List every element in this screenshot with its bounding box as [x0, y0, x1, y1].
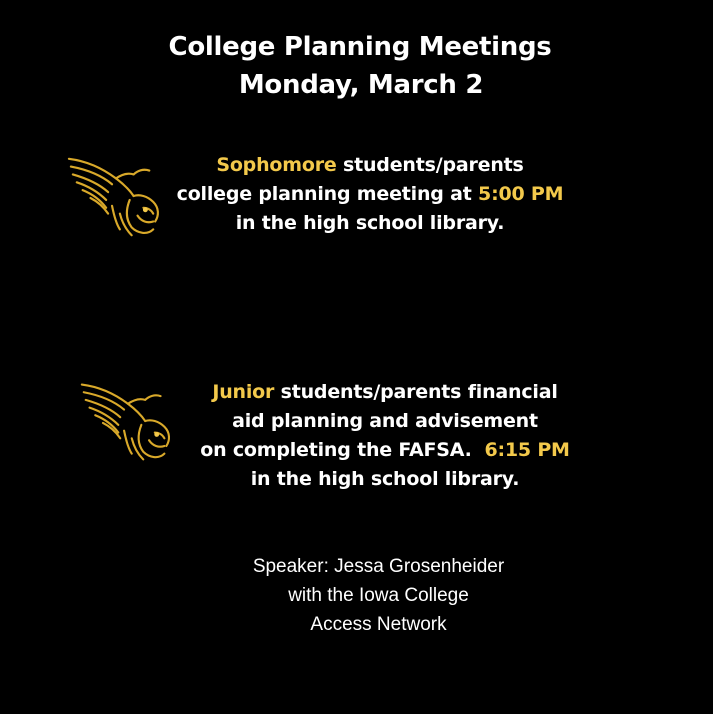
junior-line-3: [160, 436, 610, 465]
title-line-1: College Planning Meetings: [168, 32, 552, 62]
junior-highlight: Junior: [212, 381, 275, 403]
sophomore-line-2-text: college planning meeting at: [176, 183, 479, 205]
sophomore-highlight: Sophomore: [216, 154, 337, 176]
junior-meeting-text: [160, 378, 610, 494]
speaker-line-3: Access Network: [310, 614, 447, 635]
title-line-2: Monday, March 2: [238, 70, 484, 100]
sophomore-line-3: in the high school library.: [235, 212, 505, 234]
junior-line-1-rest: students/parents financial: [274, 381, 558, 403]
sophomore-line-1-rest: students/parents: [336, 154, 524, 176]
speaker-line-1: Speaker: Jessa Grosenheider: [252, 556, 505, 577]
junior-line-3-text: on completing the FAFSA.: [200, 439, 485, 461]
junior-time: 6:15 PM: [484, 439, 570, 461]
junior-line-4: in the high school library.: [250, 468, 520, 490]
junior-line-2: aid planning and advisement: [232, 410, 538, 432]
sophomore-line-2: [140, 180, 600, 209]
speaker-info: [180, 552, 577, 639]
sophomore-meeting-text: [140, 151, 600, 238]
speaker-line-2: with the Iowa College: [288, 585, 469, 606]
sophomore-line-1: [140, 151, 600, 180]
sophomore-time: 5:00 PM: [478, 183, 564, 205]
junior-line-1: [160, 378, 610, 407]
